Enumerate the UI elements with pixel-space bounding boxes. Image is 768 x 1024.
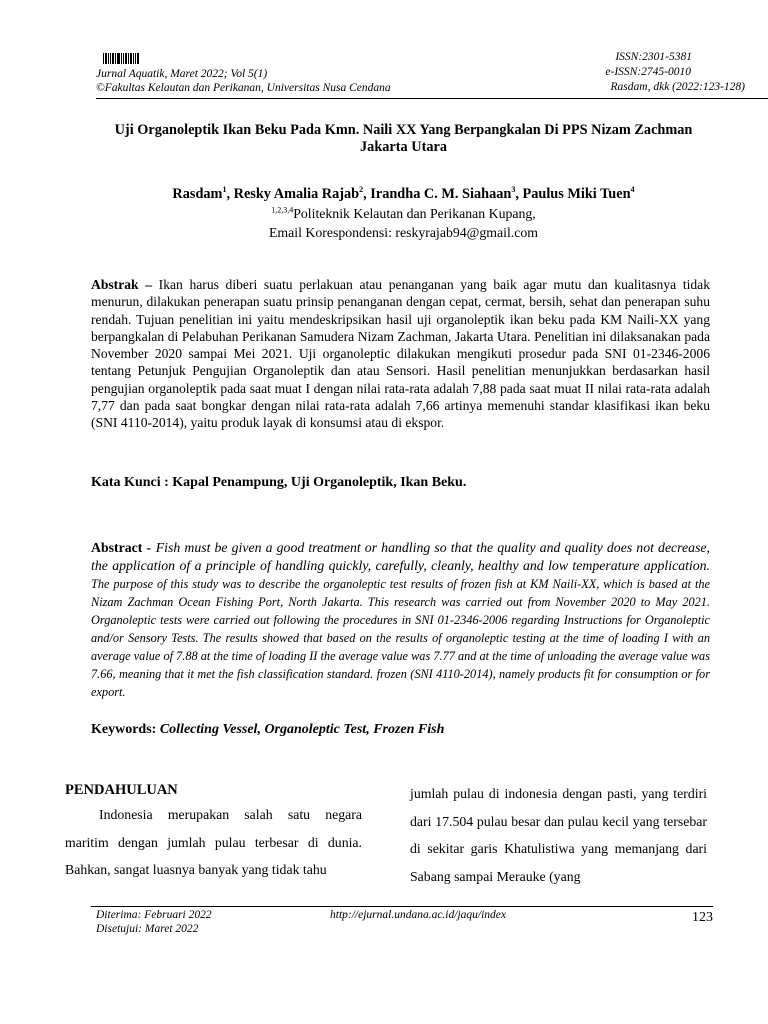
author-name: Resky Amalia Rajab	[233, 186, 360, 202]
received-date: Diterima: Februari 2022	[96, 909, 212, 921]
abstrak-paragraph	[91, 276, 710, 432]
keywords-en-text: Collecting Vessel, Organoleptic Test, Frozen Fish	[159, 722, 445, 737]
kata-kunci: Kata Kunci : Kapal Penampung, Uji Organoleptik, Ikan Beku.	[91, 475, 467, 490]
approved-date: Disetujui: Maret 2022	[96, 923, 199, 935]
author-name: Rasdam	[172, 186, 223, 202]
faculty-line: ©Fakultas Kelautan dan Perikanan, Universitas Nusa Cendana	[96, 82, 391, 94]
abstract-en-text-large: Fish must be given a good treatment or handling so that the quality and quality does not decrease, the application of a principle of handling quickly, carefully, cleanly, healthy and low temperature application.	[91, 540, 711, 573]
left-column	[65, 801, 362, 884]
abstrak-text: Ikan harus diberi suatu perlakuan atau penanganan yang baik agar mutu dan kualitasnya tidak menurun, dilakukan penerapan suatu prinsip penanganan dengan cepat, cermat, bersih, sehat dan penerapan suhu rendah. Tujuan penelitian ini yaitu mendeskripsikan hasil uji organoleptik ikan beku pada KM Naili-XX yang berpangkalan di Pelabuhan Perikanan Samudera Nizam Zachman, Jakarta Utara. Penelitian ini dilaksanakan pada November 2020 sampai Mei 2021. Uji organoleptic dilakukan mengikuti prosedur pada SNI 01-2346-2006 tentang Petunjuk Pengujian Organoleptik dan atau Sensori. Hasil penelitian menunjukkan berdasarkan hasil pengujian organoleptik pada saat muat I dengan nilai rata-rata adalah 7,88 pada saat muat II nilai rata-rata adalah 7,77 dan pada saat bongkar dengan nilai rata-rata adalah 7,66 artinya memenuhi standar klasifikasi ikan beku (SNI 4110-2014), yaitu produk layak di konsumsi atau di ekspor.	[91, 277, 710, 431]
header-rule	[96, 98, 768, 99]
keywords-en-label: Keywords:	[91, 722, 157, 737]
barcode-image	[103, 50, 145, 64]
keywords-en	[91, 722, 444, 738]
author-sup: 3	[511, 185, 516, 195]
issn: ISSN:2301-5381	[615, 51, 692, 63]
correspondence-email[interactable]: Email Korespondensi: reskyrajab94@gmail.com	[268, 225, 539, 240]
page-number: 123	[692, 910, 713, 925]
eissn: e-ISSN:2745-0010	[605, 66, 691, 78]
abstrak-label: Abstrak –	[91, 277, 153, 292]
journal-url[interactable]: http://ejurnal.undana.ac.id/jaqu/index	[330, 909, 506, 921]
affiliation	[96, 204, 711, 242]
paper-title: Uji Organoleptik Ikan Beku Pada Kmn. Naili XX Yang Berpangkalan Di PPS Nizam Zachman Jakarta Utara	[114, 122, 693, 155]
affiliation-sup: 1,2,3,4	[271, 205, 294, 215]
left-column-text: Indonesia merupakan salah satu negara maritim dengan jumlah pulau terbesar di dunia. Bahkan, sangat luasnya banyak yang tidak tahu	[65, 807, 362, 877]
footer-rule	[91, 906, 713, 907]
abstract-en-text-small: The purpose of this study was to describe the organoleptic test results of frozen fish at KM Naili-XX, which is based at the Nizam Zachman Ocean Fishing Port, North Jakarta. This research was carried out from November 2020 to May 2021. Organoleptic tests were carried out following the procedures in SNI 01-2346-2006 regarding Instructions for Organoleptic and/or Sensory Tests. The results showed that based on the results of organoleptic testing at the time of loading I with an average value of 7.88 at the time of loading II the average value was 7.77 and at the time of unloading the average value was 7.66, meaning that it met the fish classification standard. frozen (SNI 4110-2014), namely products fit for consumption or for export.	[91, 577, 710, 699]
journal-line: Jurnal Aquatik, Maret 2022; Vol 5(1)	[96, 68, 268, 80]
citation: Rasdam, dkk (2022:123-128)	[610, 81, 745, 93]
author-sup: 1	[222, 185, 227, 195]
author-sup: 4	[630, 185, 635, 195]
abstract-en-paragraph	[91, 539, 710, 701]
section-heading: PENDAHULUAN	[65, 782, 178, 798]
author-list: Rasdam$^1$, Resky Amalia Rajab$^2$, Irandha C. M. Siahaan$^3$, Paulus Miki Tuen$^4$	[172, 185, 635, 202]
abstract-en-label: Abstract -	[91, 540, 152, 555]
author-name: Paulus Miki Tuen	[522, 186, 631, 202]
author-sup: 2	[359, 185, 364, 195]
author-name: Irandha C. M. Siahaan	[370, 186, 512, 202]
right-column-text: jumlah pulau di indonesia dengan pasti, yang terdiri dari 17.504 pulau besar dan pulau kecil yang tersebar di sekitar garis Khatulistiwa yang memanjang dari Sabang sampai Merauke (yang	[410, 786, 707, 884]
institution: Politeknik Kelautan dan Perikanan Kupang,	[293, 206, 536, 221]
right-column	[410, 780, 707, 890]
